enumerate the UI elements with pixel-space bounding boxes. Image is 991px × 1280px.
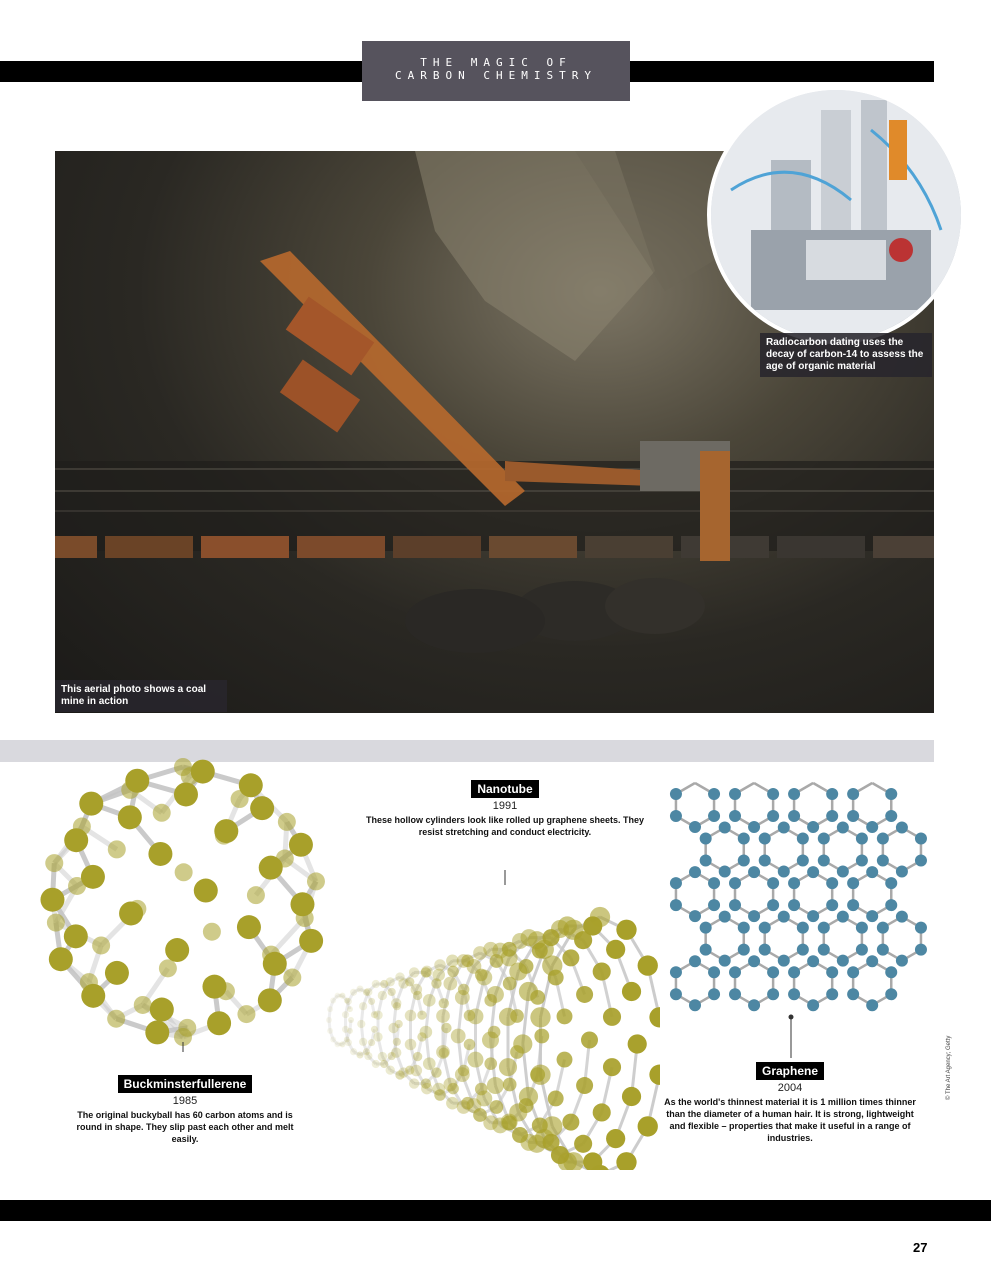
header-bar-left [0,61,362,82]
graphene-year: 2004 [777,1082,803,1094]
radiocarbon-caption: Radiocarbon dating uses the decay of carbon-14 to assess the age of organic material [760,333,932,377]
nanotube-description: These hollow cylinders look like rolled up graphene sheets. They resist stretching and conduct electricity. [365,815,645,837]
radiocarbon-lab-photo [707,86,965,344]
buckminsterfullerene-year: 1985 [172,1095,198,1107]
coal-mine-caption: This aerial photo shows a coal mine in action [55,680,227,712]
page-number: 27 [913,1240,928,1255]
section-title-line2: CARBON CHEMISTRY [395,69,597,82]
buckyball-illustration [35,752,335,1052]
buckminsterfullerene-description: The original buckyball has 60 carbon atoms and is round in shape. They slip past each other and melt easily. [76,1110,294,1144]
section-title-line1: THE MAGIC OF [420,56,572,69]
graphene-label [660,1062,920,1144]
graphene-illustration [655,780,935,1070]
graphene-title: Graphene [756,1062,824,1080]
nanotube-illustration [300,860,660,1170]
image-credit: © The Art Agency; Getty [946,1035,952,1100]
header-bar-right [630,61,934,82]
nanotube-title: Nanotube [471,780,538,798]
graphene-description: As the world's thinnest material it is 1 million times thinner than the diameter of a human hair. It is strong, lightweight and flexible – properties that make it useful in a range of industries. [664,1097,916,1143]
buckminsterfullerene-label [70,1075,300,1145]
nanotube-year: 1991 [492,800,518,812]
nanotube-label [360,780,650,838]
section-title-box [362,41,630,101]
footer-bar [0,1200,991,1221]
buckminsterfullerene-title: Buckminsterfullerene [118,1075,253,1093]
